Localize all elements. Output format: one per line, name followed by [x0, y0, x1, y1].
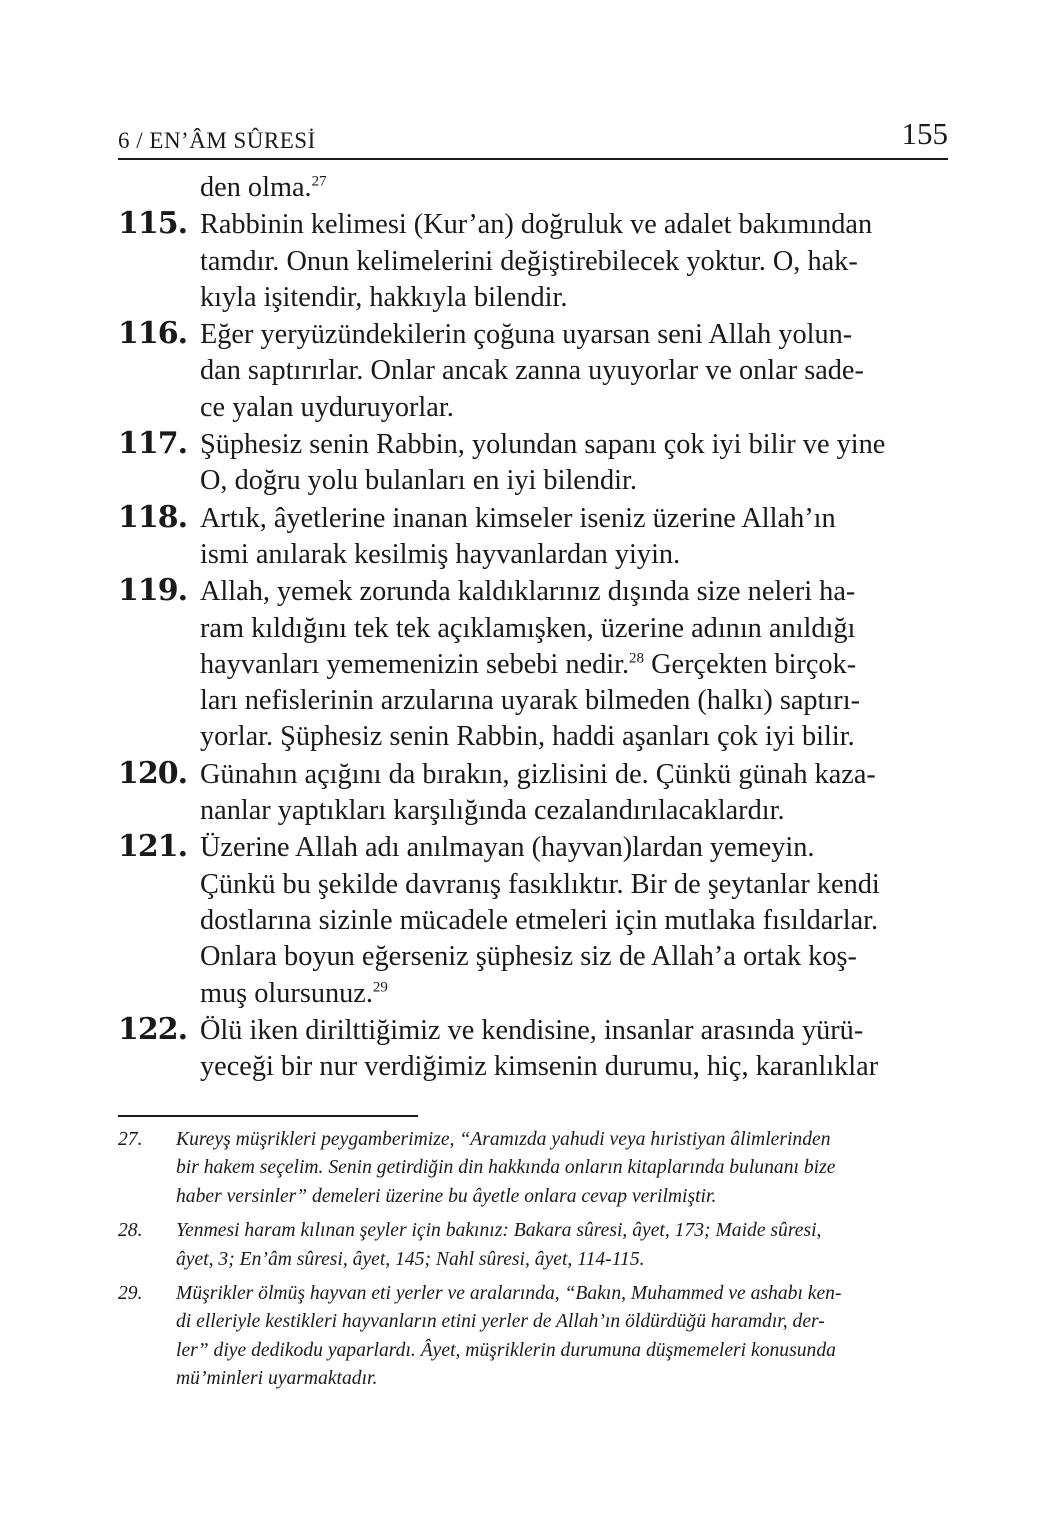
- verse-line: kıyla işitendir, hakkıyla bilendir.: [200, 281, 568, 313]
- verse-number: 119.: [118, 573, 188, 609]
- verse-line: Artık, âyetlerine inanan kimseler iseniz üzerine Allah’ın: [200, 502, 836, 534]
- footnote-line: Müşrikler ölmüş hayvan eti yerler ve aralarında, “Bakın, Muhammed ve ashabı ken-: [176, 1283, 842, 1305]
- page-number: 155: [901, 116, 948, 151]
- verse-121: [118, 829, 948, 1011]
- verse-number: 116.: [118, 316, 188, 352]
- footnote-29: [118, 1280, 948, 1394]
- verse-line: yeceği bir nur verdiğimiz kimsenin durumu, hiç, karanlıklar: [200, 1051, 879, 1083]
- footnote-line: Yenmesi haram kılınan şeyler için bakınız: Bakara sûresi, âyet, 173; Maide sûresi,: [176, 1220, 822, 1242]
- verse-number: 121.: [118, 829, 188, 865]
- verse-119: [118, 573, 948, 755]
- verse-line: hayvanları yememenizin sebebi nedir.$^{28}$ Gerçekten birçok-: [200, 648, 857, 680]
- footnote-line: Kureyş müşrikleri peygamberimize, “Aramızda yahudi veya hıristiyan âlimlerinden: [176, 1129, 831, 1150]
- verse-117: [118, 426, 948, 500]
- verse-line: ları nefislerinin arzularına uyarak bilmeden (halkı) saptırı-: [200, 685, 860, 717]
- footnote-28: [118, 1217, 948, 1274]
- verse-line: dostlarına sizinle mücadele etmeleri için mutlaka fısıldarlar.: [200, 904, 879, 936]
- verse-line: yorlar. Şüphesiz senin Rabbin, haddi aşanları çok iyi bilir.: [200, 721, 855, 753]
- verse-116: [118, 316, 948, 426]
- footnote-number: 28.: [118, 1220, 143, 1242]
- verse-line: ismi anılarak kesilmiş hayvanlardan yiyin.: [200, 538, 681, 570]
- footnote-line: âyet, 3; En’âm sûresi, âyet, 145; Nahl sûresi, âyet, 114-115.: [176, 1248, 645, 1270]
- footnote-ref: 29: [372, 979, 388, 996]
- verse-number: 117.: [118, 426, 188, 462]
- verse-line: Şüphesiz senin Rabbin, yolundan sapanı çok iyi bilir ve yine: [200, 429, 886, 461]
- verse-120: [118, 756, 948, 830]
- verse-number: 118.: [118, 499, 188, 535]
- verse-118: [118, 500, 948, 574]
- verse-line: O, doğru yolu bulanları en iyi bilendir.: [200, 465, 637, 497]
- verse-line: Allah, yemek zorunda kaldıklarınız dışında size neleri ha-: [200, 576, 856, 608]
- verse-text-body: [118, 170, 948, 1085]
- verse-line: ram kıldığını tek tek açıklamışken, üzerine adının anıldığı: [200, 612, 856, 644]
- footnote-number: 29.: [118, 1283, 143, 1305]
- footnote-separator: [118, 1115, 418, 1117]
- verse-line: dan saptırırlar. Onlar ancak zanna uyuyorlar ve onlar sade-: [200, 355, 864, 387]
- verse-line: Üzerine Allah adı anılmayan (hayvan)lardan yemeyin.: [200, 832, 815, 864]
- verse-line: ce yalan uyduruyorlar.: [200, 391, 454, 423]
- intro-line: den olma.$^{27}$: [200, 172, 327, 203]
- verse-line: Ölü iken dirilttiğimiz ve kendisine, insanlar arasında yürü-: [200, 1014, 864, 1046]
- verse-line: Çünkü bu şekilde davranış fasıklıktır. Bir de şeytanlar kendi: [200, 868, 880, 900]
- footnotes: [118, 1126, 948, 1400]
- verse-122: [118, 1012, 948, 1086]
- footnote-number: 27.: [118, 1129, 143, 1150]
- verse-line: Eğer yeryüzündekilerin çoğuna uyarsan seni Allah yolun-: [200, 319, 853, 351]
- surah-title: 6 / EN’ÂM SÛRESİ: [118, 128, 316, 153]
- verse-line: nanlar yaptıkları karşılığında cezalandırılacaklardır.: [200, 795, 785, 827]
- footnote-27: [118, 1126, 948, 1211]
- verse-number: 115.: [118, 206, 188, 242]
- footnote-ref: 28: [629, 650, 645, 667]
- verse-number: 120.: [118, 755, 188, 791]
- footnote-line: ler” diye dedikodu yaparlardı. Âyet, müşriklerin durumuna düşmemeleri konusunda: [176, 1339, 836, 1361]
- verse-line: Günahın açığını da bırakın, gizlisini de. Çünkü günah kaza-: [200, 758, 876, 790]
- verse-115: [118, 206, 948, 316]
- verse-line: Rabbinin kelimesi (Kur’an) doğruluk ve adalet bakımından: [200, 209, 873, 241]
- footnote-line: mü’minleri uyarmaktadır.: [176, 1368, 378, 1390]
- footnote-line: haber versinler” demeleri üzerine bu âyetle onlara cevap verilmiştir.: [176, 1185, 717, 1207]
- verse-line: muş olursunuz.$^{29}$: [200, 977, 388, 1009]
- footnote-ref: 27: [311, 173, 327, 190]
- footnote-line: bir hakem seçelim. Senin getirdiğin din hakkında onların kitaplarında bulunanı bize: [176, 1157, 836, 1179]
- verse-line: tamdır. Onun kelimelerini değiştirebilecek yoktur. O, hak-: [200, 245, 858, 277]
- verse-number: 122.: [118, 1011, 188, 1047]
- verse-line: Onlara boyun eğerseniz şüphesiz siz de Allah’a ortak koş-: [200, 941, 857, 973]
- footnote-line: di elleriyle kestikleri hayvanların etini yerler de Allah’ın öldürdüğü haramdır, der-: [176, 1311, 825, 1333]
- running-header: [118, 116, 948, 160]
